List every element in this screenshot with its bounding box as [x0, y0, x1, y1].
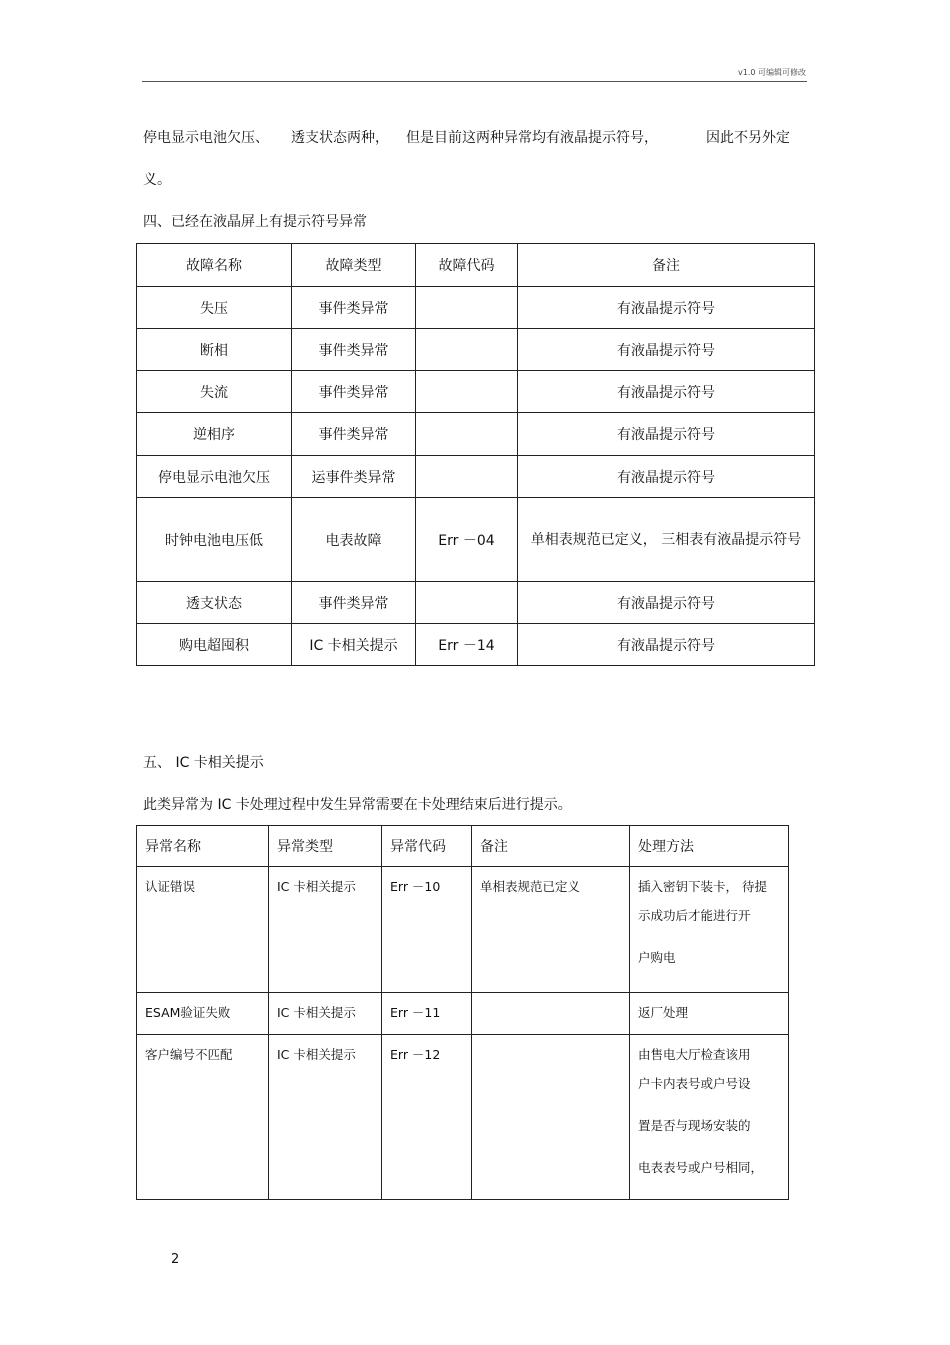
col-header-note: 备注 [518, 244, 815, 287]
error-name: ESAM验证失败 [137, 993, 269, 1035]
fault-name: 停电显示电池欠压 [137, 456, 292, 498]
intro-seg-1: 停电显示电池欠压、 [143, 130, 269, 146]
error-type: IC 卡相关提示 [269, 993, 382, 1035]
table-row [137, 867, 789, 993]
error-handling: 插入密钥下装卡， 待提 示成功后才能进行开 户购电 [630, 867, 789, 993]
error-code: Err －11 [382, 993, 472, 1035]
table-row [137, 624, 815, 666]
fault-name: 断相 [137, 329, 292, 371]
error-name: 认证错误 [137, 867, 269, 993]
header-version: v1.0 可编辑可修改 [738, 68, 806, 77]
error-type: IC 卡相关提示 [269, 1035, 382, 1200]
error-note [472, 1035, 630, 1200]
intro-seg-3: 但是目前这两种异常均有液晶提示符号， [406, 130, 658, 146]
error-note [472, 993, 630, 1035]
col-header-error-name: 异常名称 [137, 826, 269, 867]
error-type: IC 卡相关提示 [269, 867, 382, 993]
intro-seg-4: 因此不另外定 [706, 130, 790, 146]
fault-name: 时钟电池电压低 [137, 498, 292, 582]
section4-title: 四、已经在液晶屏上有提示符号异常 [143, 214, 367, 230]
intro-line-1 [143, 127, 803, 147]
fault-type: 事件类异常 [292, 371, 416, 413]
fault-note: 有液晶提示符号 [518, 329, 815, 371]
fault-note: 有液晶提示符号 [518, 413, 815, 456]
fault-name: 逆相序 [137, 413, 292, 456]
col-header-fault-code: 故障代码 [416, 244, 518, 287]
col-header-fault-type: 故障类型 [292, 244, 416, 287]
fault-type: 事件类异常 [292, 329, 416, 371]
fault-type: 运事件类异常 [292, 456, 416, 498]
error-handling: 由售电大厅检查该用 户卡内表号或户号设 置是否与现场安装的 电表表号或户号相同， [630, 1035, 789, 1200]
fault-note: 有液晶提示符号 [518, 456, 815, 498]
fault-type: 电表故障 [292, 498, 416, 582]
fault-type: 事件类异常 [292, 413, 416, 456]
table-row [137, 287, 815, 329]
error-handling: 返厂处理 [630, 993, 789, 1035]
fault-note: 有液晶提示符号 [518, 287, 815, 329]
table-row [137, 582, 815, 624]
fault-type: IC 卡相关提示 [292, 624, 416, 666]
fault-code: Err －04 [416, 498, 518, 582]
fault-code [416, 371, 518, 413]
fault-code: Err －14 [416, 624, 518, 666]
fault-code [416, 582, 518, 624]
table-row [137, 498, 815, 582]
header-rule [142, 81, 807, 82]
page-number: 2 [171, 1252, 180, 1267]
error-name: 客户编号不匹配 [137, 1035, 269, 1200]
section5-desc: 此类异常为 IC 卡处理过程中发生异常需要在卡处理结束后进行提示。 [143, 797, 572, 813]
fault-type: 事件类异常 [292, 582, 416, 624]
fault-note: 有液晶提示符号 [518, 624, 815, 666]
col-header-note: 备注 [472, 826, 630, 867]
table-row [137, 413, 815, 456]
ic-card-table [136, 825, 789, 1200]
table-row [137, 1035, 789, 1200]
fault-name: 购电超囤积 [137, 624, 292, 666]
table-row [137, 329, 815, 371]
error-code: Err －10 [382, 867, 472, 993]
intro-line-2: 义。 [143, 172, 171, 188]
error-note: 单相表规范已定义 [472, 867, 630, 993]
fault-name: 失压 [137, 287, 292, 329]
intro-seg-2: 透支状态两种， [291, 130, 389, 146]
table-row [137, 993, 789, 1035]
fault-code [416, 413, 518, 456]
fault-name: 透支状态 [137, 582, 292, 624]
col-header-handling: 处理方法 [630, 826, 789, 867]
error-code: Err －12 [382, 1035, 472, 1200]
fault-code [416, 329, 518, 371]
lcd-fault-table [136, 243, 815, 666]
col-header-fault-name: 故障名称 [137, 244, 292, 287]
fault-code [416, 456, 518, 498]
table-header-row [137, 244, 815, 287]
col-header-error-code: 异常代码 [382, 826, 472, 867]
fault-note: 有液晶提示符号 [518, 371, 815, 413]
fault-type: 事件类异常 [292, 287, 416, 329]
col-header-error-type: 异常类型 [269, 826, 382, 867]
table-row [137, 371, 815, 413]
table-header-row [137, 826, 789, 867]
table-row [137, 456, 815, 498]
section5-title: 五、 IC 卡相关提示 [143, 755, 264, 771]
fault-note: 单相表规范已定义， 三相表有液晶提示符号 [518, 498, 815, 582]
fault-code [416, 287, 518, 329]
fault-name: 失流 [137, 371, 292, 413]
fault-note: 有液晶提示符号 [518, 582, 815, 624]
